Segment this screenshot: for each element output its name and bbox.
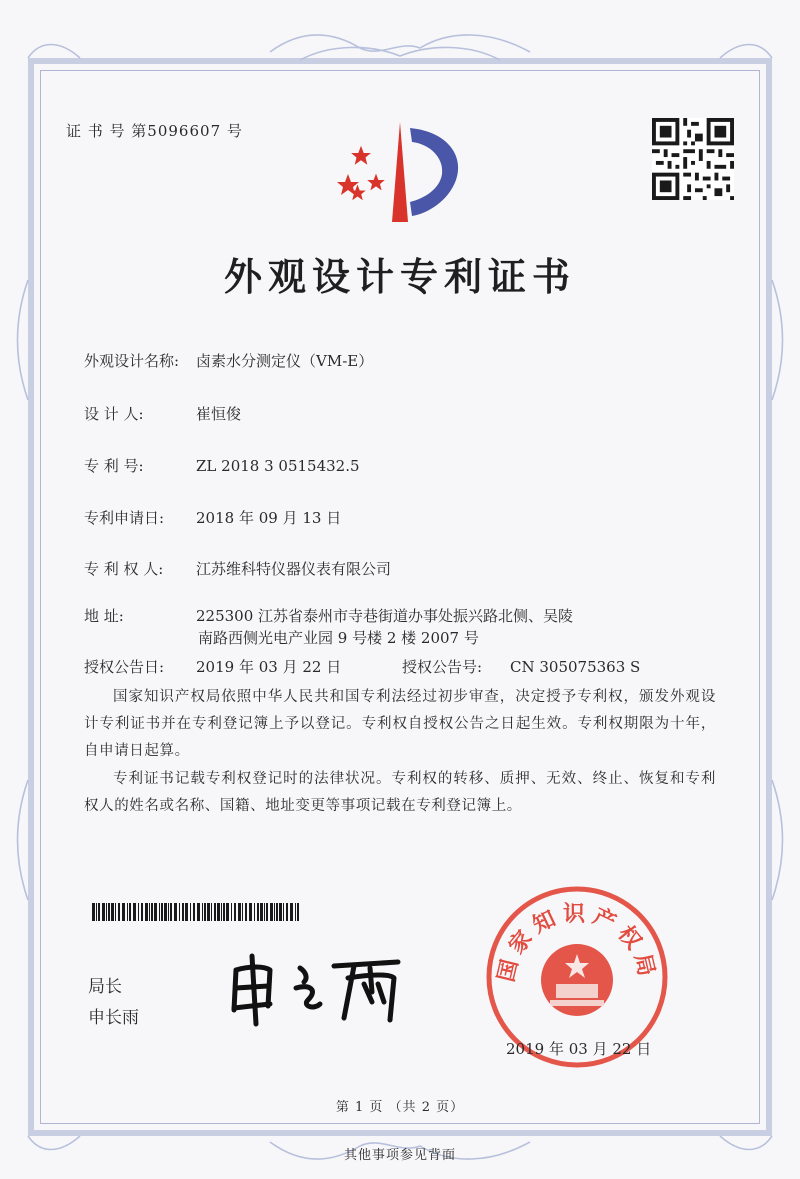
address-label: 地 址:: [84, 607, 124, 625]
address-line1: 225300 江苏省泰州市寺巷街道办事处振兴路北侧、吴陵: [196, 607, 574, 625]
director-title: 局长: [88, 977, 122, 997]
grant-number-label: 授权公告号:: [402, 658, 483, 676]
application-date-value: 2018 年 09 月 13 日: [196, 509, 342, 527]
patentee-label: 专 利 权 人:: [84, 560, 164, 578]
grant-date-value: 2019 年 03 月 22 日: [196, 658, 342, 676]
application-date-field: [84, 507, 341, 528]
patentee-value: 江苏维科特仪器仪表有限公司: [196, 560, 392, 578]
qr-code: [652, 118, 734, 200]
design-name-value: 卤素水分测定仪（VM-E）: [196, 352, 374, 370]
design-name-label: 外观设计名称:: [84, 352, 180, 370]
seal-date: 2019 年 03 月 22 日: [506, 1040, 652, 1058]
patent-number-label: 专 利 号:: [84, 457, 144, 475]
patent-number-field: [84, 455, 360, 476]
address-field: [84, 605, 573, 626]
patent-office-logo: [330, 118, 470, 228]
grant-number-field: [402, 656, 640, 677]
patent-number-value: ZL 2018 3 0515432.5: [196, 457, 360, 475]
director-signature: [222, 948, 412, 1028]
certificate-title: 外观设计专利证书: [223, 255, 576, 299]
patentee-field: [84, 558, 391, 579]
designer-label: 设 计 人:: [84, 405, 144, 423]
back-note: 其他事项参见背面: [343, 1148, 456, 1163]
barcode: [92, 903, 302, 921]
seal-text: 国家知识产权局: [493, 902, 661, 985]
grant-date-field: [84, 656, 341, 677]
design-name-field: [84, 350, 373, 371]
grant-date-label: 授权公告日:: [84, 658, 165, 676]
page-indicator: 第 1 页 （共 2 页）: [335, 1100, 465, 1115]
application-date-label: 专利申请日:: [84, 509, 165, 527]
director-name: 申长雨: [88, 1008, 139, 1028]
certificate-number: 证 书 号 第5096607 号: [66, 122, 243, 140]
grant-statement-paragraph: 国家知识产权局依照中华人民共和国专利法经过初步审查，决定授予专利权，颁发外观设计专利证书并在专利登记簿上予以登记。专利权自授权公告之日起生效。专利权期限为十年，自申请日起算。: [84, 689, 716, 759]
designer-value: 崔恒俊: [196, 405, 242, 423]
designer-field: [84, 403, 241, 424]
grant-number-value: CN 305075363 S: [510, 658, 641, 676]
address-line2: 南路西侧光电产业园 9 号楼 2 楼 2007 号: [198, 629, 479, 647]
legal-status-paragraph: 专利证书记载专利权登记时的法律状况。专利权的转移、质押、无效、终止、恢复和专利权人的姓名或名称、国籍、地址变更等事项记载在专利登记簿上。: [84, 771, 716, 814]
